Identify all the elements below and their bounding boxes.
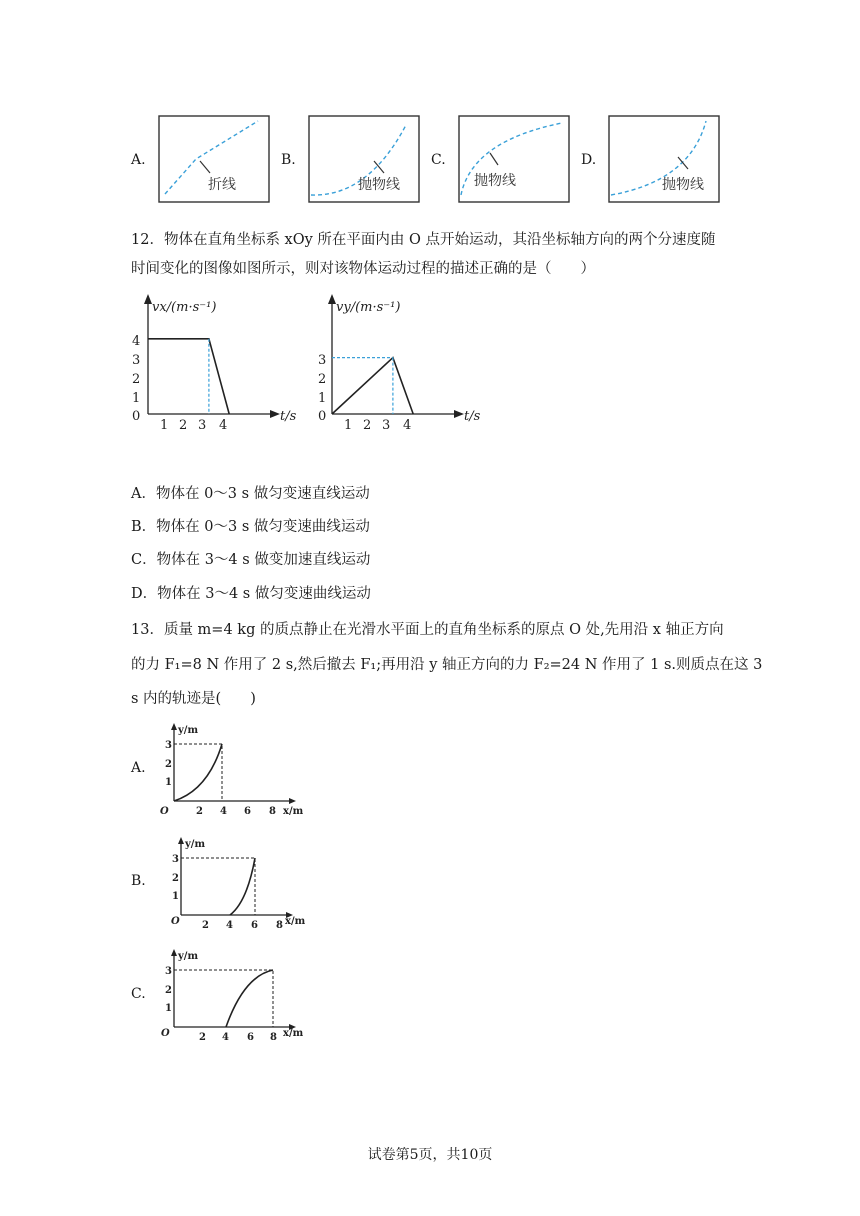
x-tick: 2 (199, 1032, 206, 1043)
vx-series (148, 339, 229, 414)
q13-stem-line2: 的力 F₁=8 N 作用了 2 s,然后撤去 F₁;再用沿 y 轴正方向的力 F₂=24 N 作用了 1 s.则质点在这 3 (131, 657, 763, 673)
reference-dashed-lines (181, 858, 255, 915)
y-axis-label: vy/(m·s⁻¹) (336, 300, 401, 315)
reference-dashed-lines (174, 970, 273, 1027)
x-tick: 6 (247, 1032, 254, 1043)
origin-label: O (160, 806, 169, 817)
x-tick: 4 (219, 418, 228, 433)
y-tick: 1 (165, 1003, 172, 1014)
y-tick: 1 (172, 891, 179, 902)
curve-label: 抛物线 (474, 173, 516, 189)
x-axis-arrow (454, 410, 464, 418)
curve-label: 抛物线 (358, 177, 400, 193)
curve-label: 抛物线 (662, 177, 704, 193)
q11-option-b-graph (308, 115, 420, 203)
y-axis-arrow (178, 837, 184, 844)
q12-option-c: C．物体在 3～4 s 做变加速直线运动 (131, 552, 371, 568)
x-tick: 2 (196, 806, 203, 817)
y-axis-label: y/m (185, 839, 206, 850)
q12-graph-vx (128, 292, 303, 432)
pointer-line (490, 153, 498, 165)
y-tick: 1 (318, 391, 327, 406)
x-tick: 4 (226, 920, 233, 931)
y-tick: 3 (172, 854, 179, 865)
y-axis-arrow (171, 723, 177, 730)
y-tick: 1 (165, 777, 172, 788)
pointer-line (200, 161, 210, 173)
x-tick: 1 (160, 418, 169, 433)
x-axis-arrow (289, 798, 296, 804)
q11-option-d-graph (608, 115, 720, 203)
q13-graph-c (156, 948, 306, 1043)
y-axis-label: vx/(m·s⁻¹) (152, 300, 217, 315)
q12-stem-line1: 12．物体在直角坐标系 xOy 所在平面内由 O 点开始运动，其沿坐标轴方向的两个分速度随 (131, 232, 716, 248)
x-tick: 4 (220, 806, 227, 817)
series-line (148, 339, 229, 414)
x-tick: 4 (222, 1032, 229, 1043)
y-axis-arrow (144, 294, 152, 304)
q12-graph-vy (312, 292, 492, 432)
y-tick: 3 (165, 740, 172, 751)
x-tick: 3 (198, 418, 207, 433)
y-tick: 2 (172, 873, 179, 884)
y-axis-arrow (328, 294, 336, 304)
y-tick: 0 (132, 409, 141, 424)
x-axis-label: x/m (285, 916, 306, 927)
y-tick: 1 (132, 391, 141, 406)
q13-graph-b (163, 836, 313, 931)
y-tick: 2 (318, 372, 327, 387)
x-tick: 8 (269, 806, 276, 817)
q12-option-a: A．物体在 0～3 s 做匀变速直线运动 (131, 486, 370, 502)
q12-stem-line2: 时间变化的图像如图所示，则对该物体运动过程的描述正确的是（ ） (131, 261, 595, 277)
y-tick: 2 (165, 985, 172, 996)
x-axis-label: x/m (283, 806, 304, 817)
q13-stem-line3: s 内的轨迹是( ) (131, 691, 256, 707)
origin-label: O (161, 1028, 170, 1039)
x-tick: 3 (382, 418, 391, 433)
q13-option-c-letter: C. (131, 986, 146, 1002)
q11-option-d-letter: D. (581, 152, 597, 168)
x-tick: 6 (244, 806, 251, 817)
q13-option-b-letter: B. (131, 873, 146, 889)
q11-option-b-letter: B. (281, 152, 296, 168)
origin-label: O (171, 916, 180, 927)
x-axis-arrow (270, 410, 280, 418)
vy-series (332, 358, 413, 414)
x-tick: 4 (403, 418, 412, 433)
x-tick: 2 (363, 418, 372, 433)
y-axis-label: y/m (178, 725, 199, 736)
graph-frame (459, 116, 569, 202)
x-tick: 6 (251, 920, 258, 931)
x-tick: 2 (179, 418, 188, 433)
q13-graph-a (156, 722, 306, 817)
y-tick: 0 (318, 409, 327, 424)
q11-option-c-graph (458, 115, 570, 203)
q13-option-a-letter: A. (131, 760, 146, 776)
x-tick: 1 (344, 418, 353, 433)
q13-stem-line1: 13．质量 m=4 kg 的质点静止在光滑水平面上的直角坐标系的原点 O 处,先用沿 x 轴正方向 (131, 622, 724, 638)
curve-label: 折线 (208, 177, 236, 193)
y-tick: 2 (132, 372, 141, 387)
y-axis-label: y/m (178, 951, 199, 962)
trajectory-curve (226, 970, 273, 1027)
q12-option-d: D．物体在 3～4 s 做匀变速曲线运动 (131, 586, 371, 602)
x-axis-label: t/s (464, 409, 481, 424)
q11-option-c-letter: C. (431, 152, 446, 168)
q11-option-a-letter: A. (131, 152, 146, 168)
y-tick: 3 (318, 353, 327, 368)
x-tick: 8 (276, 920, 283, 931)
series-line (332, 358, 413, 414)
y-tick: 3 (165, 966, 172, 977)
y-tick: 2 (165, 759, 172, 770)
reference-dashed-lines (174, 744, 222, 801)
x-axis-label: t/s (280, 409, 297, 424)
x-tick: 2 (202, 920, 209, 931)
page-footer: 试卷第5页，共10页 (367, 1147, 493, 1163)
y-tick: 4 (132, 334, 141, 349)
y-tick: 3 (132, 353, 141, 368)
q12-option-b: B．物体在 0～3 s 做匀变速曲线运动 (131, 519, 370, 535)
trajectory-curve (230, 858, 255, 915)
trajectory-curve (174, 744, 222, 801)
x-tick: 8 (270, 1032, 277, 1043)
q11-option-a-graph (158, 115, 270, 203)
y-axis-arrow (171, 949, 177, 956)
x-axis-label: x/m (283, 1028, 304, 1039)
